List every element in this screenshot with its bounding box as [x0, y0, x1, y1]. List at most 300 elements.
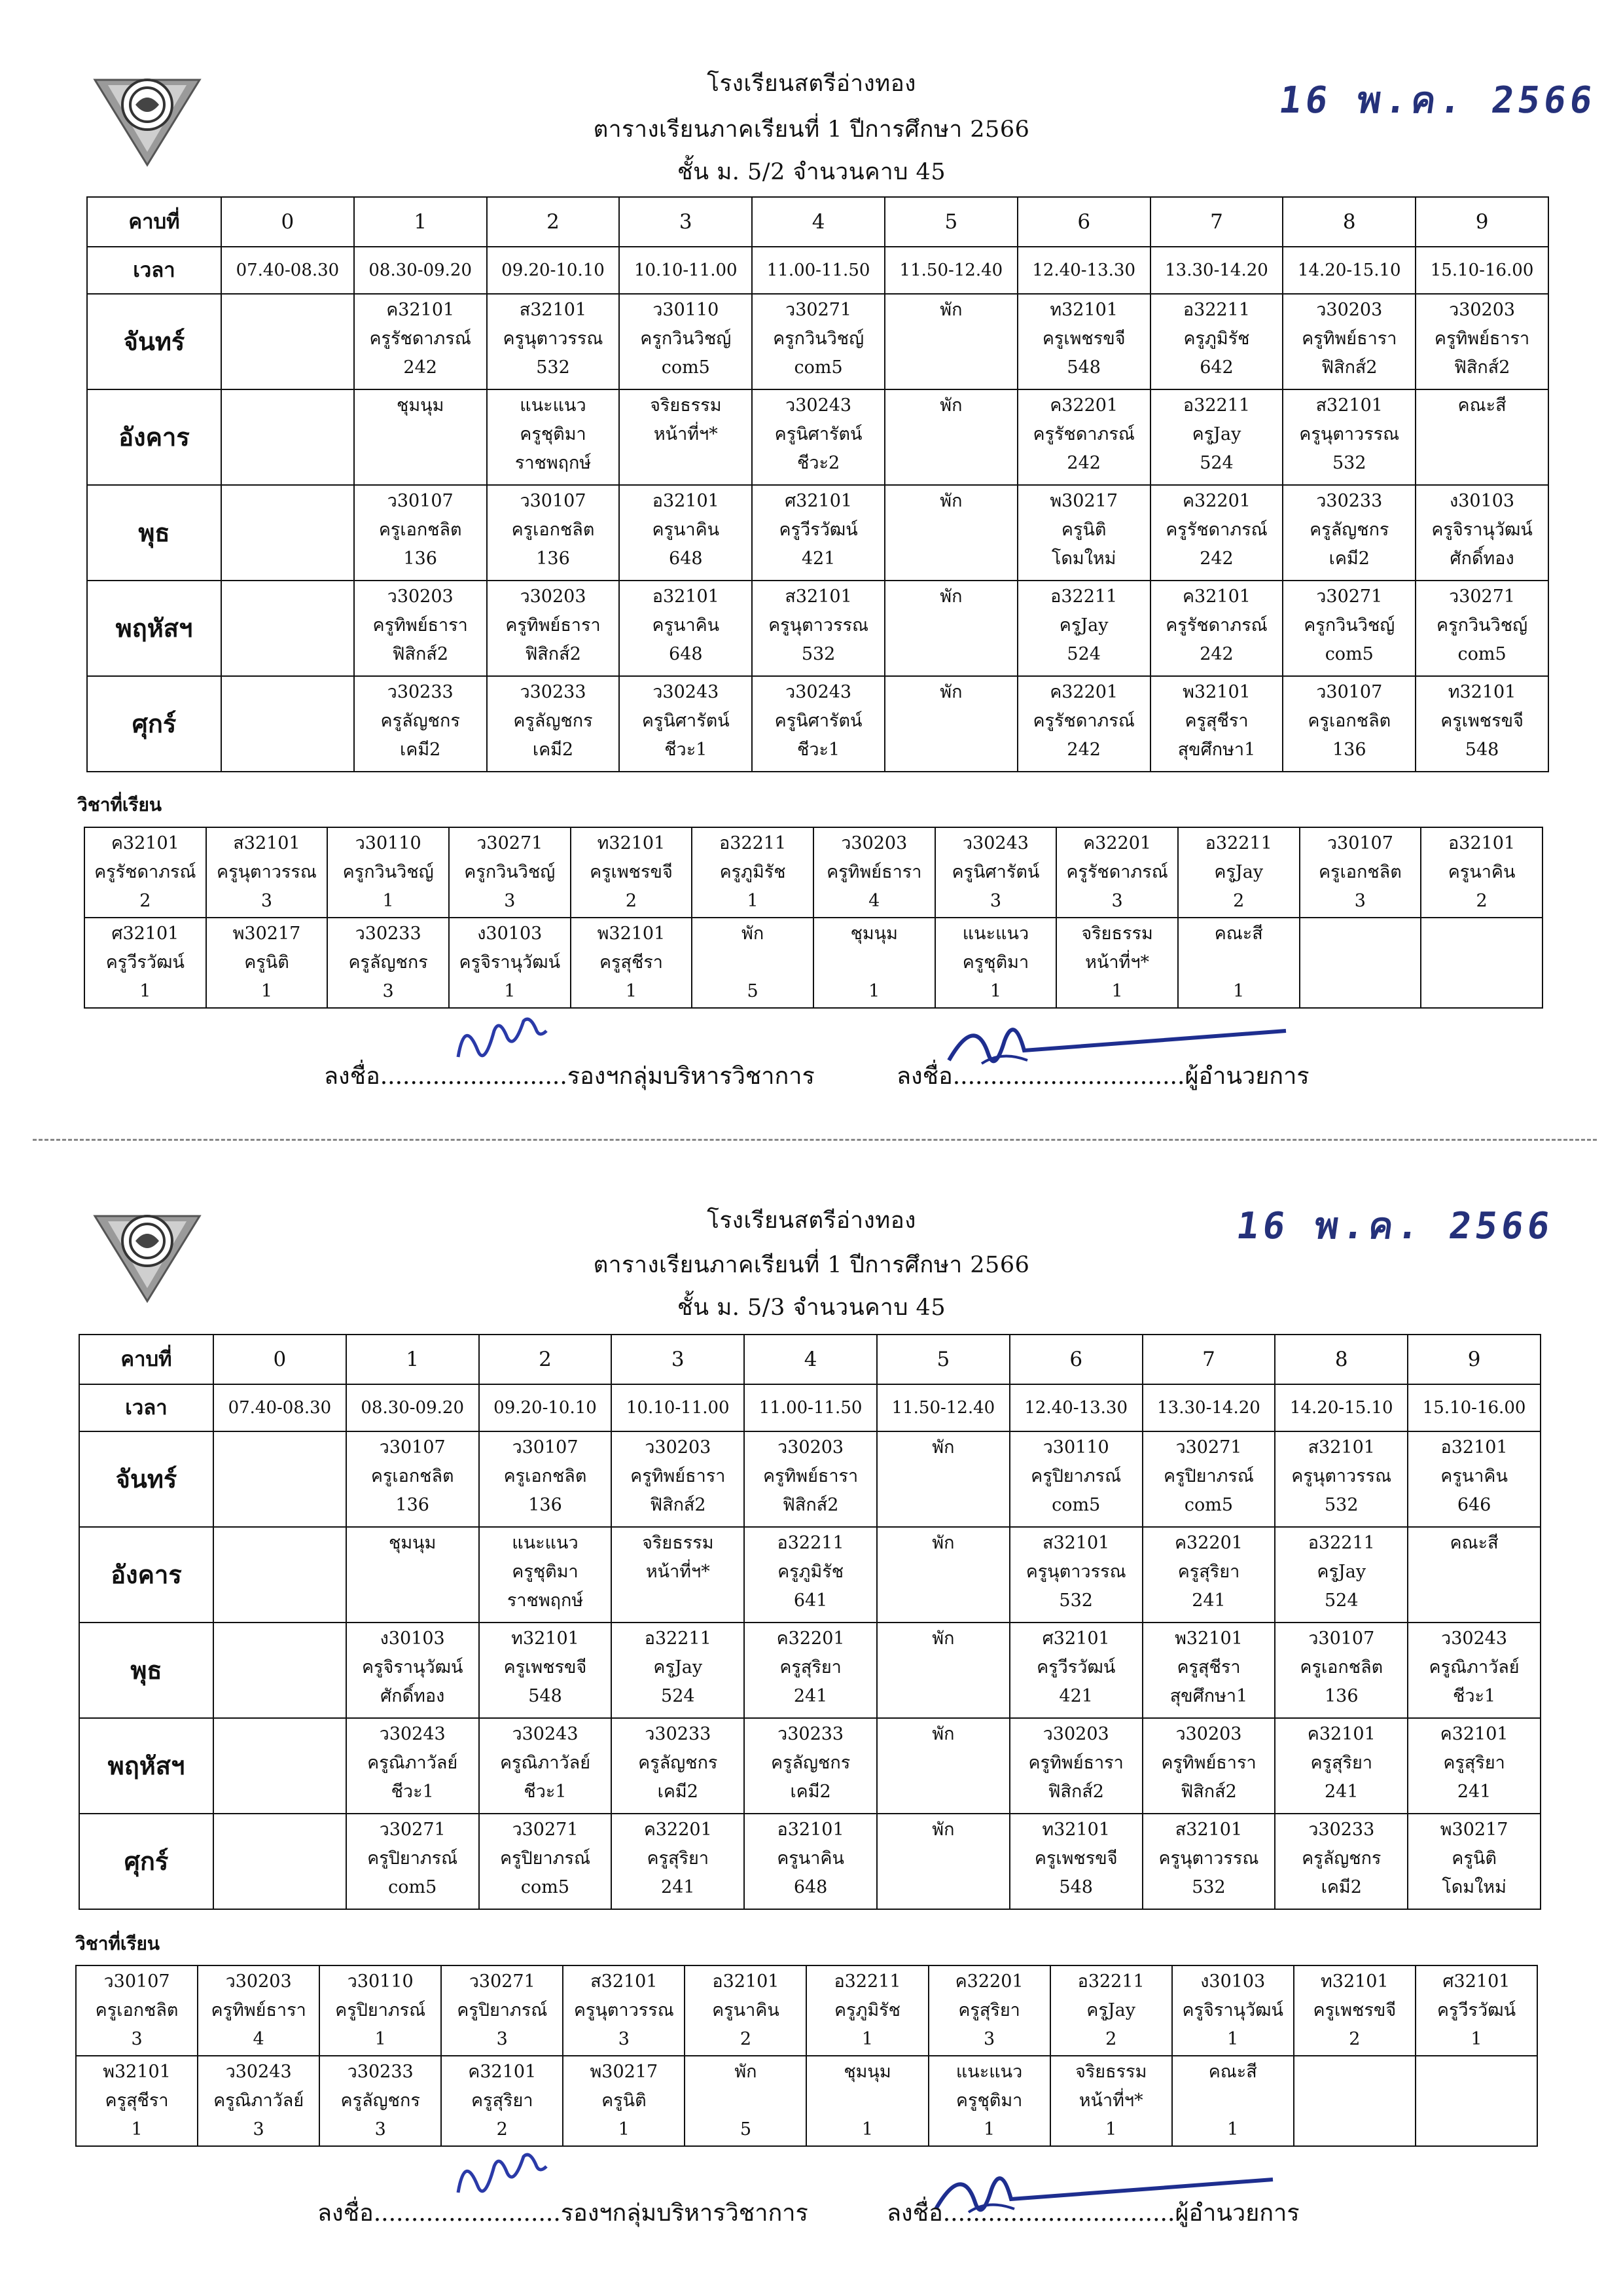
room-name [214, 1873, 346, 1902]
course-code: ค32201 [1175, 1533, 1243, 1553]
course-code [222, 487, 353, 516]
teacher-name: ครูปิยาภรณ์ [1031, 1466, 1122, 1486]
teacher-name [214, 1558, 346, 1587]
period-number: 2 [487, 197, 620, 247]
teacher-name [878, 1653, 1009, 1682]
period-count [1294, 2115, 1415, 2144]
period-count: 1 [382, 891, 394, 911]
subject-teacher: ครูกวินวิชญ์ [342, 862, 434, 882]
teacher-name [1416, 420, 1548, 449]
time-slot: 08.30-09.20 [346, 1384, 479, 1431]
period-count: 1 [983, 2119, 995, 2140]
teacher-name: ครูJay [653, 1657, 703, 1677]
subject-code: พ32101 [103, 2062, 171, 2082]
course-code: พ32101 [1175, 1628, 1243, 1649]
subject-teacher: ครูวีรวัฒน์ [105, 952, 185, 973]
subject-cell [571, 918, 692, 1008]
subject-code: คณะสี [1214, 924, 1263, 944]
room-name [878, 1682, 1009, 1711]
class-cell [346, 1527, 479, 1623]
period-count: 1 [747, 891, 758, 911]
teacher-name: ครูลัญชกร [513, 711, 593, 731]
class-cell [221, 389, 354, 485]
teacher-name: ครูJay [1059, 615, 1109, 636]
course-code: ว30243 [379, 1724, 446, 1744]
teacher-name: หน้าที่ฯ* [645, 1562, 710, 1582]
class-cell [1275, 1814, 1408, 1909]
class-cell [752, 485, 885, 581]
period-count: 4 [868, 891, 880, 911]
subject-code [1300, 920, 1421, 948]
class-cell [221, 676, 354, 772]
course-code: ท32101 [1448, 682, 1516, 702]
subject-code: จริยธรรม [1075, 2062, 1147, 2082]
room-name: 646 [1457, 1495, 1491, 1515]
course-code: พัก [940, 586, 963, 607]
subject-code: ศ32101 [111, 924, 179, 944]
course-code: อ32211 [644, 1628, 711, 1649]
subject-cell [1294, 2056, 1416, 2146]
course-code [222, 296, 353, 325]
period-count: 3 [983, 2029, 995, 2049]
class-cell [1150, 294, 1283, 389]
period-count: 3 [131, 2029, 143, 2049]
subject-code: อ32101 [1448, 833, 1516, 853]
course-code: ว30110 [652, 300, 719, 320]
subject-code: พัก [734, 2062, 757, 2082]
teacher-name: ครูวีรวัฒน์ [779, 520, 858, 540]
teacher-name: ครูสุชีรา [1177, 1657, 1241, 1677]
subject-teacher: ครูJay [1086, 2000, 1136, 2020]
class-cell [611, 1431, 744, 1527]
period-count: 1 [1111, 981, 1123, 1001]
time-slot: 09.20-10.10 [479, 1384, 612, 1431]
room-name: 642 [1200, 357, 1234, 378]
subject-cell [1056, 827, 1178, 918]
period-count: 3 [1111, 891, 1123, 911]
teacher-name [885, 420, 1017, 449]
course-code: ส32101 [1308, 1437, 1375, 1458]
subject-cell [1172, 2056, 1294, 2146]
class-cell [877, 1431, 1010, 1527]
class-cell [1018, 294, 1150, 389]
period-number: 2 [479, 1335, 612, 1384]
room-name: 136 [1325, 1686, 1359, 1706]
period-count: 2 [1476, 891, 1488, 911]
subject-teacher [1179, 948, 1299, 977]
teacher-name: ครูนาคิน [777, 1848, 844, 1869]
class-cell [1416, 581, 1548, 676]
room-name: 242 [1200, 644, 1234, 664]
room-name: ชีวะ1 [1453, 1686, 1496, 1706]
room-name: โดมใหม่ [1442, 1877, 1507, 1897]
subject-code: แนะแนว [955, 2062, 1023, 2082]
subject-teacher: ครูJay [1214, 862, 1264, 882]
class-cell [1143, 1814, 1275, 1909]
class-cell [877, 1623, 1010, 1718]
course-code: ว30233 [387, 682, 454, 702]
room-name: com5 [661, 357, 710, 378]
room-name: 548 [1067, 357, 1101, 378]
course-code: ชุมนุม [397, 395, 444, 416]
teacher-name: ครูรัชดาภรณ์ [369, 329, 471, 349]
time-slot: 07.40-08.30 [213, 1384, 346, 1431]
subject-code: คณะสี [1208, 2062, 1257, 2082]
subject-code: ง30103 [477, 924, 543, 944]
subject-teacher [1421, 948, 1542, 977]
room-name [885, 545, 1017, 573]
period-count: 1 [260, 981, 273, 1001]
period-count: 3 [374, 2119, 386, 2140]
subject-teacher: ครูปิยาภรณ์ [335, 2000, 426, 2020]
class-cell [354, 294, 487, 389]
room-name: สุขศึกษา1 [1177, 740, 1256, 760]
class-cell [1275, 1718, 1408, 1814]
class-cell [479, 1527, 612, 1623]
room-name: com5 [1325, 644, 1374, 664]
subject-code: แนะแนว [962, 924, 1029, 944]
course-code: ง30103 [1450, 491, 1515, 511]
room-name [222, 736, 353, 764]
class-cell [1143, 1431, 1275, 1527]
class-cell [611, 1814, 744, 1909]
teacher-name: ครูรัชดาภรณ์ [1033, 424, 1135, 444]
class-cell [1416, 294, 1548, 389]
room-name: เคมี2 [657, 1782, 698, 1802]
class-cell [1408, 1814, 1541, 1909]
teacher-name: ครูสุริยา [1310, 1753, 1373, 1773]
course-code [214, 1720, 346, 1749]
course-code [222, 391, 353, 420]
teacher-name: ครูรัชดาภรณ์ [1166, 520, 1268, 540]
room-name: 242 [1200, 548, 1234, 569]
course-code: ท32101 [511, 1628, 579, 1649]
teacher-name: ครูลัญชกร [1302, 1848, 1382, 1869]
class-line: ชั้น ม. 5/2 จำนวนคาบ 45 [677, 159, 946, 185]
course-code: ค32201 [1050, 395, 1118, 416]
room-name [878, 1587, 1009, 1615]
teacher-name [214, 1844, 346, 1873]
subject-cell [806, 1965, 928, 2056]
teacher-name: ครูกวินวิชญ์ [640, 329, 732, 349]
course-code: ท32101 [1042, 1820, 1111, 1840]
teacher-name [878, 1844, 1009, 1873]
time-label: เวลา [79, 1384, 213, 1431]
time-slot: 12.40-13.30 [1018, 247, 1150, 294]
subject-code: ว30243 [225, 2062, 292, 2082]
subject-teacher [685, 2087, 806, 2115]
teacher-name: ครูนุตาวรรณ [1291, 1466, 1392, 1486]
subject-teacher: ครูกวินวิชญ์ [464, 862, 556, 882]
class-cell [611, 1718, 744, 1814]
class-cell [1416, 676, 1548, 772]
school-name: โรงเรียนสตรีอ่างทอง [707, 1208, 916, 1234]
course-code: อ32211 [1183, 300, 1251, 320]
class-cell [752, 294, 885, 389]
subject-code: ว30110 [347, 1971, 414, 1992]
course-code: พัก [932, 1724, 955, 1744]
room-name [214, 1587, 346, 1615]
course-code [214, 1529, 346, 1558]
class-cell [1143, 1623, 1275, 1718]
room-name: com5 [794, 357, 843, 378]
subject-code: ค32201 [1083, 833, 1152, 853]
subject-teacher: ครูเพชรขจี [590, 862, 673, 882]
teacher-name [885, 325, 1017, 353]
room-name [355, 449, 486, 478]
time-row [87, 247, 1548, 294]
room-name: com5 [388, 1877, 437, 1897]
class-cell [346, 1431, 479, 1527]
subject-cell [1300, 918, 1421, 1008]
subject-teacher: ครูภูมิรัช [834, 2000, 901, 2020]
room-name: 241 [661, 1877, 695, 1897]
period-count: 3 [618, 2029, 630, 2049]
day-name: พุธ [87, 485, 221, 581]
room-name: เคมี2 [790, 1782, 831, 1802]
timetable [86, 196, 1549, 772]
period-number: 9 [1408, 1335, 1541, 1384]
course-code: พ30217 [1440, 1820, 1508, 1840]
period-count: 1 [1227, 2029, 1239, 2049]
deputy-signature-line: ลงชื่อ.........................รองฯกลุ่มบริหารวิชาการ [317, 2200, 808, 2227]
subject-code: ว30107 [1327, 833, 1393, 853]
class-cell [611, 1623, 744, 1718]
teacher-name: ครูรัชดาภรณ์ [1033, 711, 1135, 731]
day-row [79, 1814, 1541, 1909]
period-count: 2 [496, 2119, 508, 2140]
teacher-name: ครูวีรวัฒน์ [1037, 1657, 1116, 1677]
subject-code: อ32211 [1205, 833, 1272, 853]
time-slot: 15.10-16.00 [1408, 1384, 1541, 1431]
course-code: ส32101 [785, 586, 852, 607]
subject-teacher: ครูณิภาวัลย์ [213, 2090, 304, 2111]
subject-teacher: ครูนุตาวรรณ [217, 862, 317, 882]
period-count [1416, 2115, 1537, 2144]
period-number: 3 [611, 1335, 744, 1384]
subject-code: ส32101 [233, 833, 300, 853]
room-name: สุขศึกษา1 [1169, 1686, 1248, 1706]
course-code: อ32211 [777, 1533, 844, 1553]
period-count: 3 [260, 891, 273, 911]
room-name: 241 [1325, 1782, 1359, 1802]
subject-teacher: ครูนิศารัตน์ [952, 862, 1040, 882]
room-name: โดมใหม่ [1051, 548, 1116, 569]
subject-code: อ32211 [1077, 1971, 1145, 1992]
course-code: พัก [940, 682, 963, 702]
period-number: 1 [346, 1335, 479, 1384]
course-code [214, 1624, 346, 1653]
director-signature-line: ลงชื่อ...............................ผู้อำนวยการ [887, 2200, 1300, 2227]
class-cell [752, 581, 885, 676]
class-cell [1010, 1814, 1143, 1909]
day-name: อังคาร [79, 1527, 213, 1623]
teacher-name: ครูนิศารัตน์ [641, 711, 730, 731]
room-name: 548 [1059, 1877, 1093, 1897]
teacher-name: ครูนุตาวรรณ [1158, 1848, 1259, 1869]
teacher-name: ครูนุตาวรรณ [768, 615, 869, 636]
subject-cell [1300, 827, 1421, 918]
period-count: 2 [139, 891, 151, 911]
course-code: จริยธรรม [642, 1533, 714, 1553]
subject-cell [1416, 1965, 1537, 2056]
class-cell [213, 1623, 346, 1718]
room-name: 242 [1067, 453, 1101, 473]
subject-row [76, 2056, 1537, 2146]
period-count: 1 [618, 2119, 630, 2140]
teacher-name: ครูสุริยา [647, 1848, 709, 1869]
subject-code: อ32211 [834, 1971, 901, 1992]
period-number: 8 [1283, 197, 1416, 247]
subject-teacher: ครูเพชรขจี [1313, 2000, 1397, 2020]
course-code: คณะสี [1450, 1533, 1499, 1553]
class-cell [479, 1431, 612, 1527]
teacher-name: ครูภูมิรัช [1183, 329, 1250, 349]
teacher-name: ครูJay [1192, 424, 1241, 444]
time-slot: 09.20-10.10 [487, 247, 620, 294]
class-cell [1275, 1623, 1408, 1718]
class-cell [619, 485, 752, 581]
date-stamp: 16 พ.ค. 2566 [1276, 79, 1599, 122]
subject-code: ท32101 [597, 833, 666, 853]
period-number: 1 [354, 197, 487, 247]
class-cell [752, 676, 885, 772]
class-cell [1283, 581, 1416, 676]
day-row [79, 1718, 1541, 1814]
subjects-table [84, 827, 1543, 1009]
course-code: ค32201 [1050, 682, 1118, 702]
teacher-name: ครูทิพย์ธารา [1161, 1753, 1257, 1773]
course-code: พ30217 [1050, 491, 1118, 511]
course-code: อ32211 [1050, 586, 1118, 607]
course-code: ว30203 [520, 586, 586, 607]
room-name: 136 [536, 548, 570, 569]
subject-code: อ32101 [712, 1971, 779, 1992]
room-name [214, 1491, 346, 1520]
room-name: ฟิสิกส์2 [1048, 1782, 1104, 1802]
period-label: คาบที่ [87, 197, 221, 247]
room-name: 241 [1457, 1782, 1491, 1802]
teacher-name: ครูทิพย์ธารา [1302, 329, 1397, 349]
teacher-name: ครูเอกชลิต [370, 1466, 454, 1486]
class-cell [1283, 389, 1416, 485]
course-code: ว30271 [1175, 1437, 1242, 1458]
room-name [214, 1682, 346, 1711]
class-cell [346, 1814, 479, 1909]
class-cell [1275, 1527, 1408, 1623]
class-cell [1416, 485, 1548, 581]
subject-cell [84, 918, 206, 1008]
subjects-label: วิชาที่เรียน [75, 1933, 160, 1954]
room-name [885, 640, 1017, 669]
subject-cell [929, 1965, 1050, 2056]
period-header-row [87, 197, 1548, 247]
subject-cell [449, 827, 571, 918]
course-code: ว30233 [1316, 491, 1383, 511]
subject-code: พ30217 [590, 2062, 658, 2082]
course-code: ส32101 [519, 300, 587, 320]
teacher-name: ครูนุตาวรรณ [1299, 424, 1400, 444]
subject-code [1294, 2058, 1415, 2087]
day-name: พฤหัสฯ [79, 1718, 213, 1814]
room-name [222, 545, 353, 573]
course-code: ว30233 [520, 682, 586, 702]
class-cell [213, 1814, 346, 1909]
subject-code: ว30203 [225, 1971, 292, 1992]
course-code: ว30107 [1316, 682, 1383, 702]
class-cell [354, 676, 487, 772]
course-code: ว30243 [1441, 1628, 1508, 1649]
period-number: 7 [1143, 1335, 1275, 1384]
room-name: 648 [669, 548, 703, 569]
room-name: ศักดิ์ทอง [380, 1686, 445, 1706]
room-name: 136 [403, 548, 437, 569]
subject-code: จริยธรรม [1081, 924, 1153, 944]
class-cell [1010, 1431, 1143, 1527]
class-cell [619, 294, 752, 389]
subject-teacher: หน้าที่ฯ* [1085, 952, 1150, 973]
subject-cell [692, 827, 813, 918]
subject-code: ค32201 [955, 1971, 1024, 1992]
period-count: 1 [990, 981, 1002, 1001]
course-code: พัก [932, 1533, 955, 1553]
subject-cell [692, 918, 813, 1008]
course-code: ส32101 [1315, 395, 1383, 416]
time-slot: 07.40-08.30 [221, 247, 354, 294]
course-code: อ32211 [1183, 395, 1251, 416]
room-name: 136 [395, 1495, 429, 1515]
day-name: ศุกร์ [87, 676, 221, 772]
teacher-name: ครูณิภาวัลย์ [499, 1753, 591, 1773]
period-count: 1 [374, 2029, 386, 2049]
course-code: ศ32101 [1042, 1628, 1110, 1649]
class-cell [744, 1527, 877, 1623]
subject-code: ง30103 [1200, 1971, 1266, 1992]
teacher-name [885, 611, 1017, 640]
teacher-name [885, 707, 1017, 736]
room-name: ฟิสิกส์2 [1321, 357, 1378, 378]
course-code: ค32201 [643, 1820, 712, 1840]
room-name: 524 [661, 1686, 695, 1706]
class-cell [1275, 1431, 1408, 1527]
course-code: ค32101 [1440, 1724, 1508, 1744]
school-name: โรงเรียนสตรีอ่างทอง [707, 71, 916, 97]
subject-code: ส32101 [590, 1971, 658, 1992]
time-slot: 11.50-12.40 [877, 1384, 1010, 1431]
room-name: 532 [536, 357, 570, 378]
subject-cell [84, 827, 206, 918]
time-slot: 10.10-11.00 [611, 1384, 744, 1431]
course-code: ว30233 [1308, 1820, 1375, 1840]
period-count: 1 [868, 981, 880, 1001]
class-cell [1018, 581, 1150, 676]
class-cell [479, 1814, 612, 1909]
room-name [222, 640, 353, 669]
term-line: ตารางเรียนภาคเรียนที่ 1 ปีการศึกษา 2566 [593, 117, 1030, 143]
course-code: ว30271 [785, 300, 852, 320]
room-name: com5 [1457, 644, 1507, 664]
teacher-name [878, 1558, 1009, 1587]
teacher-name: ครูชุติมา [520, 424, 586, 444]
teacher-name: ครูกวินวิชญ์ [1304, 615, 1395, 636]
subject-cell [449, 918, 571, 1008]
room-name: 242 [403, 357, 437, 378]
subject-code [1416, 2058, 1537, 2087]
room-name: 648 [793, 1877, 828, 1897]
subject-cell [441, 2056, 563, 2146]
date-stamp: 16 พ.ค. 2566 [1234, 1205, 1556, 1247]
class-cell [1150, 485, 1283, 581]
